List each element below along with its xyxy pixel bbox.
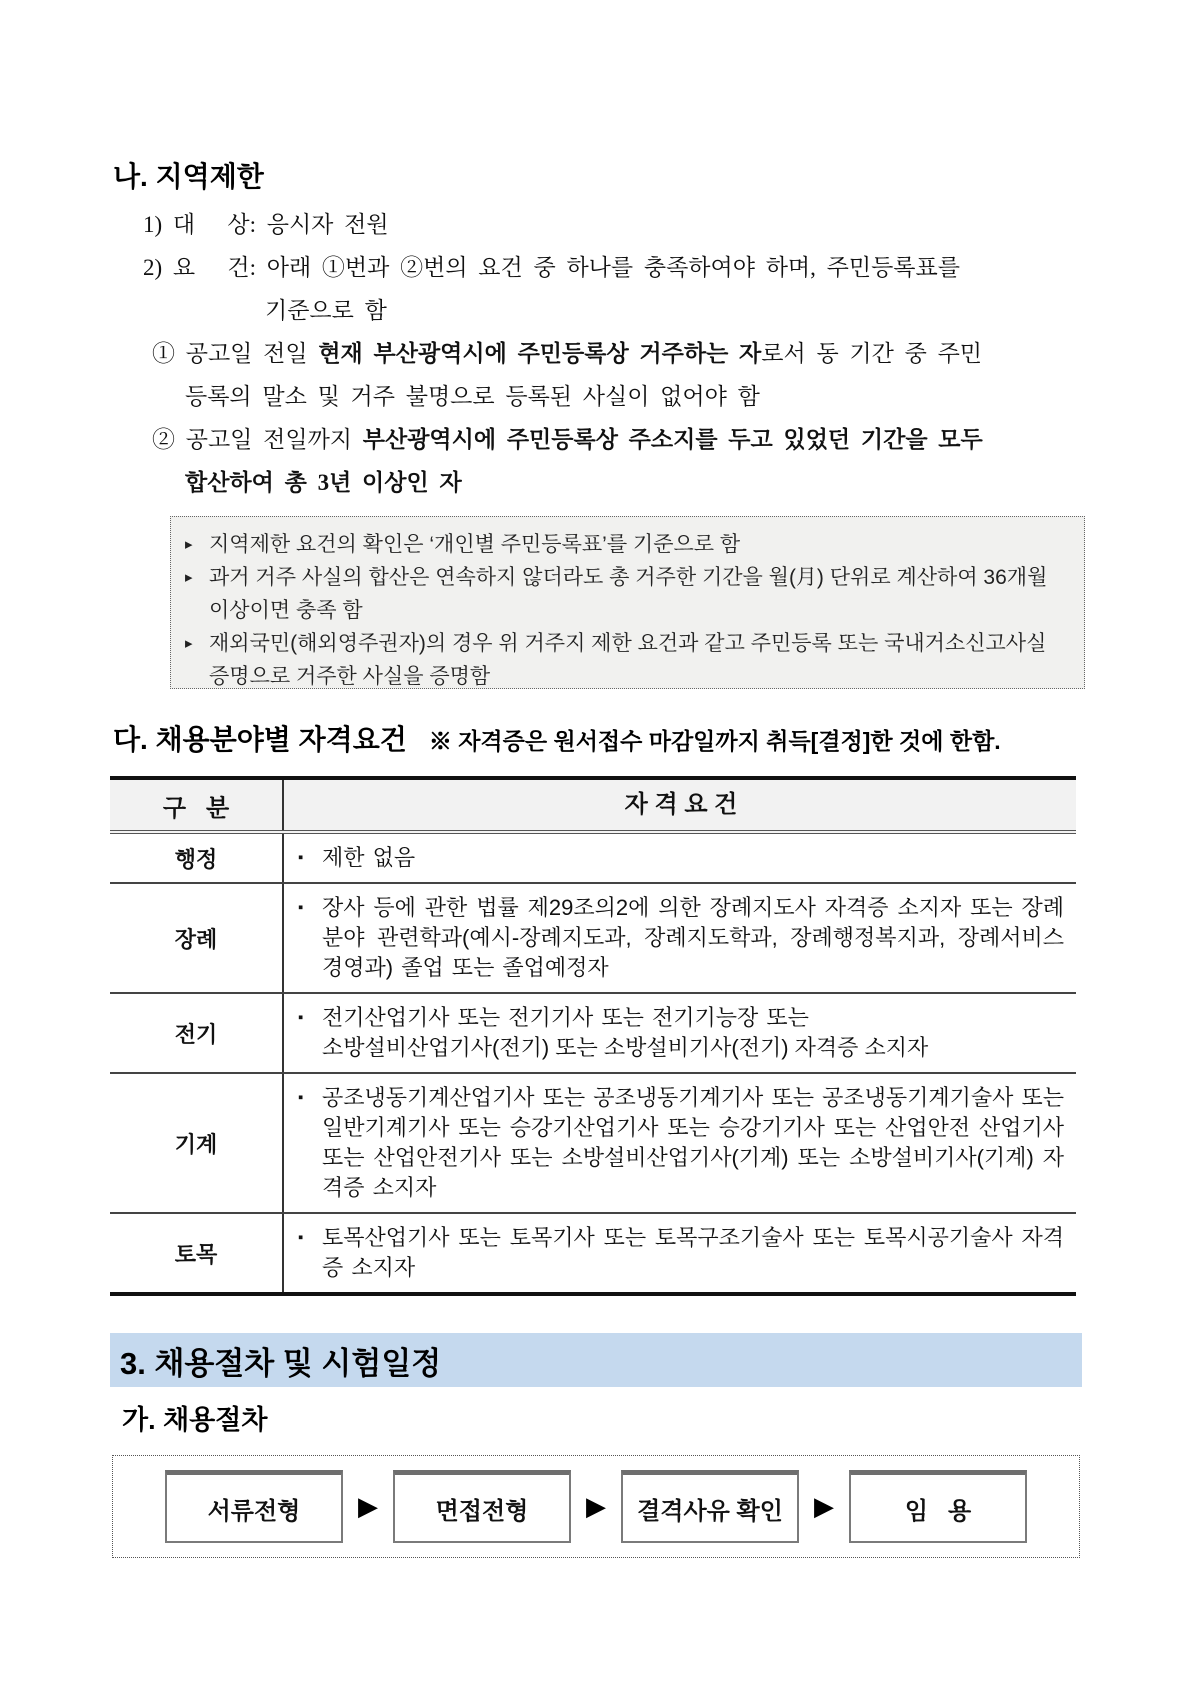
triangle-bullet-icon: ▸ [185,635,193,652]
region-restriction-list [113,203,1123,504]
condition-2-line1: ② 공고일 전일까지 부산광역시에 주민등록상 주소지를 두고 있었던 기간을 모두 [152,427,983,452]
table-row [110,882,1076,992]
table-row [110,834,1076,882]
table-header-row [110,780,1076,834]
requirement-cell: ▪ 토목산업기사 또는 토목기사 또는 토목구조기술사 또는 토목시공기술사 자격증 소지자 [284,1214,1076,1292]
category-cell: 전기 [110,994,284,1072]
condition-1-line2: 등록의 말소 및 거주 불명으로 등록된 사실이 없어야 함 [185,384,760,409]
circled-1-marker: ① [152,341,175,366]
table-row [110,1212,1076,1292]
region-note-box [170,516,1085,689]
requirement-cell: ▪ 전기산업기사 또는 전기기사 또는 전기기능장 또는 소방설비산업기사(전기) 또는 소방설비기사(전기) 자격증 소지자 [298,1005,929,1060]
category-cell: 기계 [110,1074,284,1212]
section-ga-title: 가. 채용절차 [122,1405,268,1435]
note-line: ▸ 과거 거주 사실의 합산은 연속하지 않더라도 총 거주한 기간을 월(月) 단위로 계산하여 36개월 이상이면 충족 함 [185,561,1068,627]
requirement-cell: ▪ 장사 등에 관한 법률 제29조의2에 의한 장례지도사 자격증 소지자 또는 장례분야 관련학과(예시-장례지도과, 장례지도학과, 장례행정복지과, 장례서비스경영과) 졸업 또는 졸업예정자 [284,884,1076,992]
table-header-requirement: 자 격 요 건 [624,791,738,818]
circled-2-marker: ② [152,427,175,452]
flow-step-appointment: 임 용 [849,1470,1027,1543]
section-3-banner: 3. 채용절차 및 시험일정 [110,1333,1082,1387]
target-item: 1) 대 상: 응시자 전원 [143,212,389,237]
category-cell: 토목 [110,1214,284,1292]
square-bullet-icon: ▪ [298,1229,304,1246]
triangle-bullet-icon: ▸ [185,569,193,586]
qualification-table [110,776,1076,1296]
square-bullet-icon: ▪ [298,1089,304,1106]
section-c-title: 다. 채용분야별 자격요건 [113,724,407,755]
right-arrow-icon: ▶ [586,1491,606,1521]
right-arrow-icon: ▶ [358,1491,378,1521]
requirement-item-line2: 기준으로 함 [265,298,387,323]
category-cell: 장례 [110,884,284,992]
condition-1-line1: ① 공고일 전일 현재 부산광역시에 주민등록상 거주하는 자로서 동 기간 중 주민 [152,341,983,366]
right-arrow-icon: ▶ [814,1491,834,1521]
qualification-note: ※ 자격증은 원서접수 마감일까지 취득[결정]한 것에 한함. [428,728,1001,754]
square-bullet-icon: ▪ [298,849,304,866]
section-b-title: 나. 지역제한 [113,161,264,192]
requirement-cell: ▪ 제한 없음 [284,834,1076,882]
flow-step-disqualification-check: 결격사유 확인 [621,1470,799,1543]
triangle-bullet-icon: ▸ [185,536,193,553]
procedure-flow-box [112,1455,1080,1558]
square-bullet-icon: ▪ [298,1009,304,1026]
flow-step-interview: 면접전형 [393,1470,571,1543]
note-line: ▸ 지역제한 요건의 확인은 ‘개인별 주민등록표’를 기준으로 함 [185,528,1068,561]
requirement-cell: ▪ 공조냉동기계산업기사 또는 공조냉동기계기사 또는 공조냉동기계기술사 또는 일반기계기사 또는 승강기산업기사 또는 승강기기사 또는 산업안전 산업기사 또는 산업안전기사 또는 소방설비산업기사(기계) 또는 소방설비기사(기계) 자격증 소지자 [284,1074,1076,1212]
note-line: ▸ 재외국민(해외영주권자)의 경우 위 거주지 제한 요건과 같고 주민등록 또는 국내거소신고사실 증명으로 거주한 사실을 증명함 [185,627,1068,693]
table-header-category: 구 분 [110,780,284,830]
flow-step-document-screening: 서류전형 [165,1470,343,1543]
category-cell: 행정 [110,834,284,882]
requirement-item-line1: 2) 요 건: 아래 ①번과 ②번의 요건 중 하나를 충족하여야 하며, 주민등록표를 [143,255,960,280]
table-row [110,992,1076,1072]
square-bullet-icon: ▪ [298,899,304,916]
table-row [110,1072,1076,1212]
section-c-heading [113,718,1001,758]
condition-2-line2: 합산하여 총 3년 이상인 자 [185,470,462,495]
